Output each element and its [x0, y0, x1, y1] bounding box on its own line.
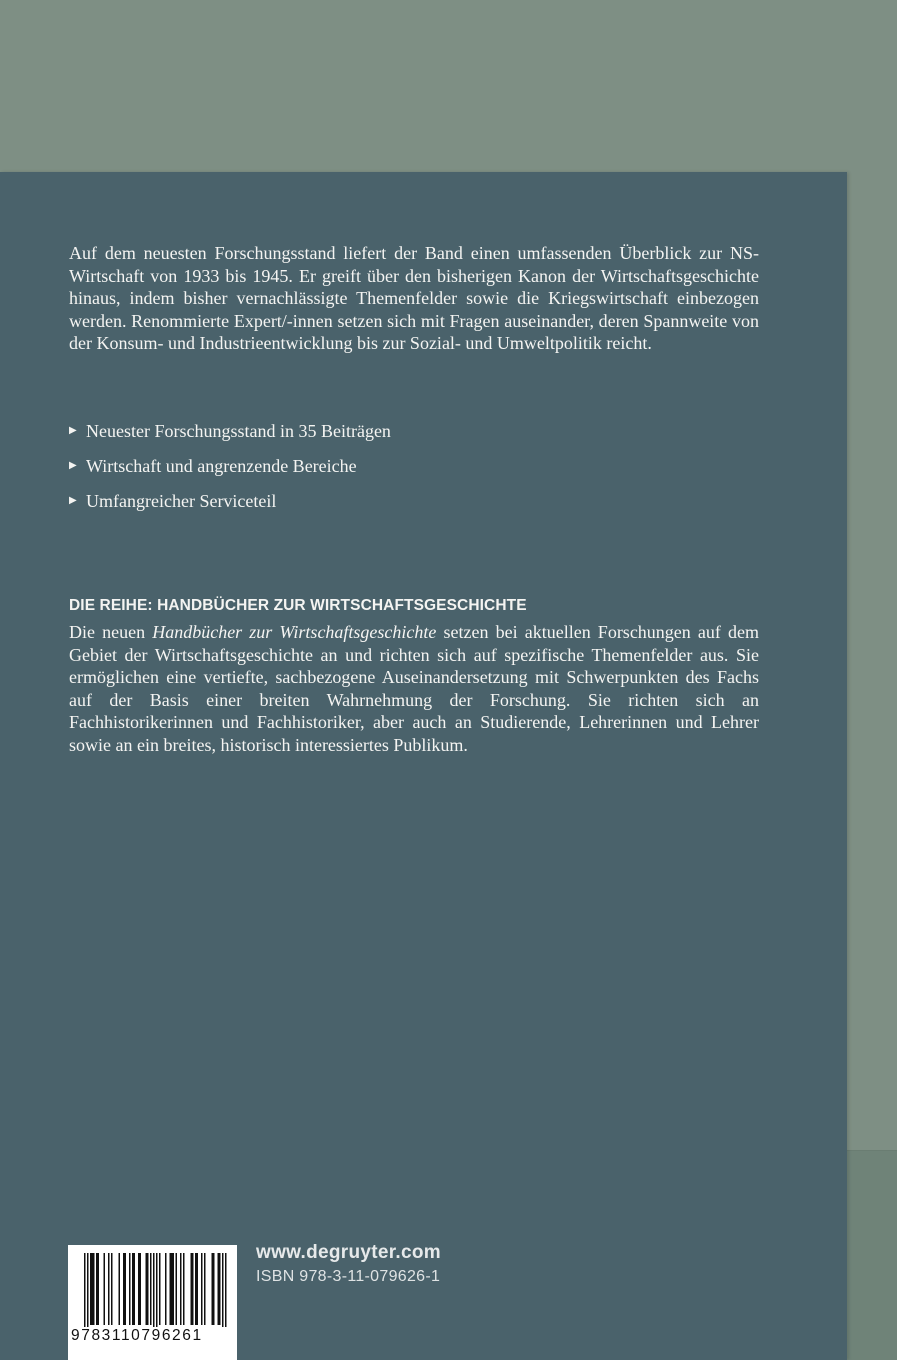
feature-label: Neuester Forschungsstand in 35 Beiträgen — [86, 420, 391, 441]
series-title: Handbücher zur Wirtschaftsgeschichte — [152, 622, 437, 642]
barcode-bar — [213, 1253, 215, 1325]
barcode-bar — [153, 1253, 155, 1327]
barcode-bar — [204, 1253, 206, 1325]
barcode-bar — [156, 1253, 158, 1327]
barcode-bar — [212, 1253, 214, 1325]
barcode-bar — [93, 1253, 95, 1325]
triangle-bullet-icon: ▶ — [69, 494, 77, 506]
barcode-bars — [68, 1245, 237, 1327]
barcode-bar — [87, 1253, 89, 1327]
list-item — [69, 483, 391, 518]
barcode-bar — [165, 1253, 167, 1325]
list-item — [69, 448, 391, 483]
barcode-bar — [195, 1253, 197, 1325]
barcode-bar — [138, 1253, 140, 1325]
barcode-bar — [201, 1253, 203, 1325]
barcode-bar — [125, 1253, 127, 1325]
barcode-bar — [90, 1253, 92, 1325]
barcode-bar — [98, 1253, 100, 1325]
barcode-bar — [150, 1253, 152, 1325]
barcode-digits: 9783110796261 — [71, 1327, 203, 1344]
barcode-bar — [140, 1253, 142, 1325]
barcode-bar — [219, 1253, 221, 1325]
series-intro: Die neuen — [69, 622, 153, 642]
barcode-bar — [173, 1253, 175, 1325]
triangle-bullet-icon: ▶ — [69, 459, 77, 471]
barcode-bar — [170, 1253, 172, 1325]
barcode-bar — [129, 1253, 131, 1325]
barcode-bar — [176, 1253, 178, 1325]
series-heading: DIE REIHE: HANDBÜCHER ZUR WIRTSCHAFTSGESCHICHTE — [69, 597, 527, 614]
feature-list — [69, 413, 391, 518]
series-body: setzen bei aktuellen Forschungen auf dem Gebiet der Wirtschaftsgeschichte an und richten sich auf spezifische Themenfelder aus. Sie ermöglichen eine vertiefte, sachbezogene Auseinandersetzung mit Schwerpunkten des Fachs auf der Basis einer breiten Wahrnehmung der Forschung. Sie richten sich an Fachhistorikerinnen und Fachhistoriker, aber auch an Studierende, Lehrerinnen und Lehrer sowie an ein breites, historisch interessiertes Publikum. — [69, 622, 759, 755]
barcode-bar — [146, 1253, 148, 1325]
barcode-bar — [192, 1253, 194, 1325]
background-frame-lower — [846, 1150, 897, 1360]
barcode-bar — [171, 1253, 173, 1325]
barcode-bar — [180, 1253, 182, 1325]
barcode-bar — [92, 1253, 94, 1325]
barcode-bar — [225, 1253, 227, 1327]
barcode-bar — [123, 1253, 125, 1325]
barcode-bar — [222, 1253, 224, 1327]
barcode-bar — [111, 1253, 113, 1325]
publisher-website[interactable]: www.degruyter.com — [256, 1242, 441, 1263]
barcode-bar — [134, 1253, 136, 1325]
barcode — [68, 1245, 237, 1360]
book-blurb: Auf dem neuesten Forschungsstand liefert der Band einen umfassenden Überblick zur NS-Wirtschaft von 1933 bis 1945. Er greift über den bisherigen Kanon der Wirtschaftsgeschichte hinaus, indem bisher vernachlässigte Themenfelder sowie die Kriegswirtschaft einbezogen werden. Renommierte Expert/-innen setzen sich mit Fragen auseinander, deren Spannweite von der Konsum- und Industrieentwicklung bis zur Sozial- und Umweltpolitik reicht. — [69, 243, 759, 353]
triangle-bullet-icon: ▶ — [69, 424, 77, 436]
barcode-bar — [218, 1253, 220, 1325]
barcode-bar — [147, 1253, 149, 1325]
barcode-bar — [132, 1253, 134, 1325]
barcode-bar — [108, 1253, 110, 1325]
feature-label: Wirtschaft und angrenzende Bereiche — [86, 455, 357, 476]
feature-label: Umfangreicher Serviceteil — [86, 490, 277, 511]
barcode-bar — [159, 1253, 161, 1325]
series-description — [69, 621, 759, 756]
barcode-bar — [119, 1253, 121, 1325]
barcode-bar — [183, 1253, 185, 1325]
barcode-bar — [191, 1253, 193, 1325]
isbn-number: ISBN 978-3-11-079626-1 — [256, 1268, 441, 1285]
list-item — [69, 413, 391, 448]
barcode-bar — [197, 1253, 199, 1325]
barcode-bar — [96, 1253, 98, 1325]
barcode-bar — [84, 1253, 86, 1327]
barcode-bar — [104, 1253, 106, 1325]
